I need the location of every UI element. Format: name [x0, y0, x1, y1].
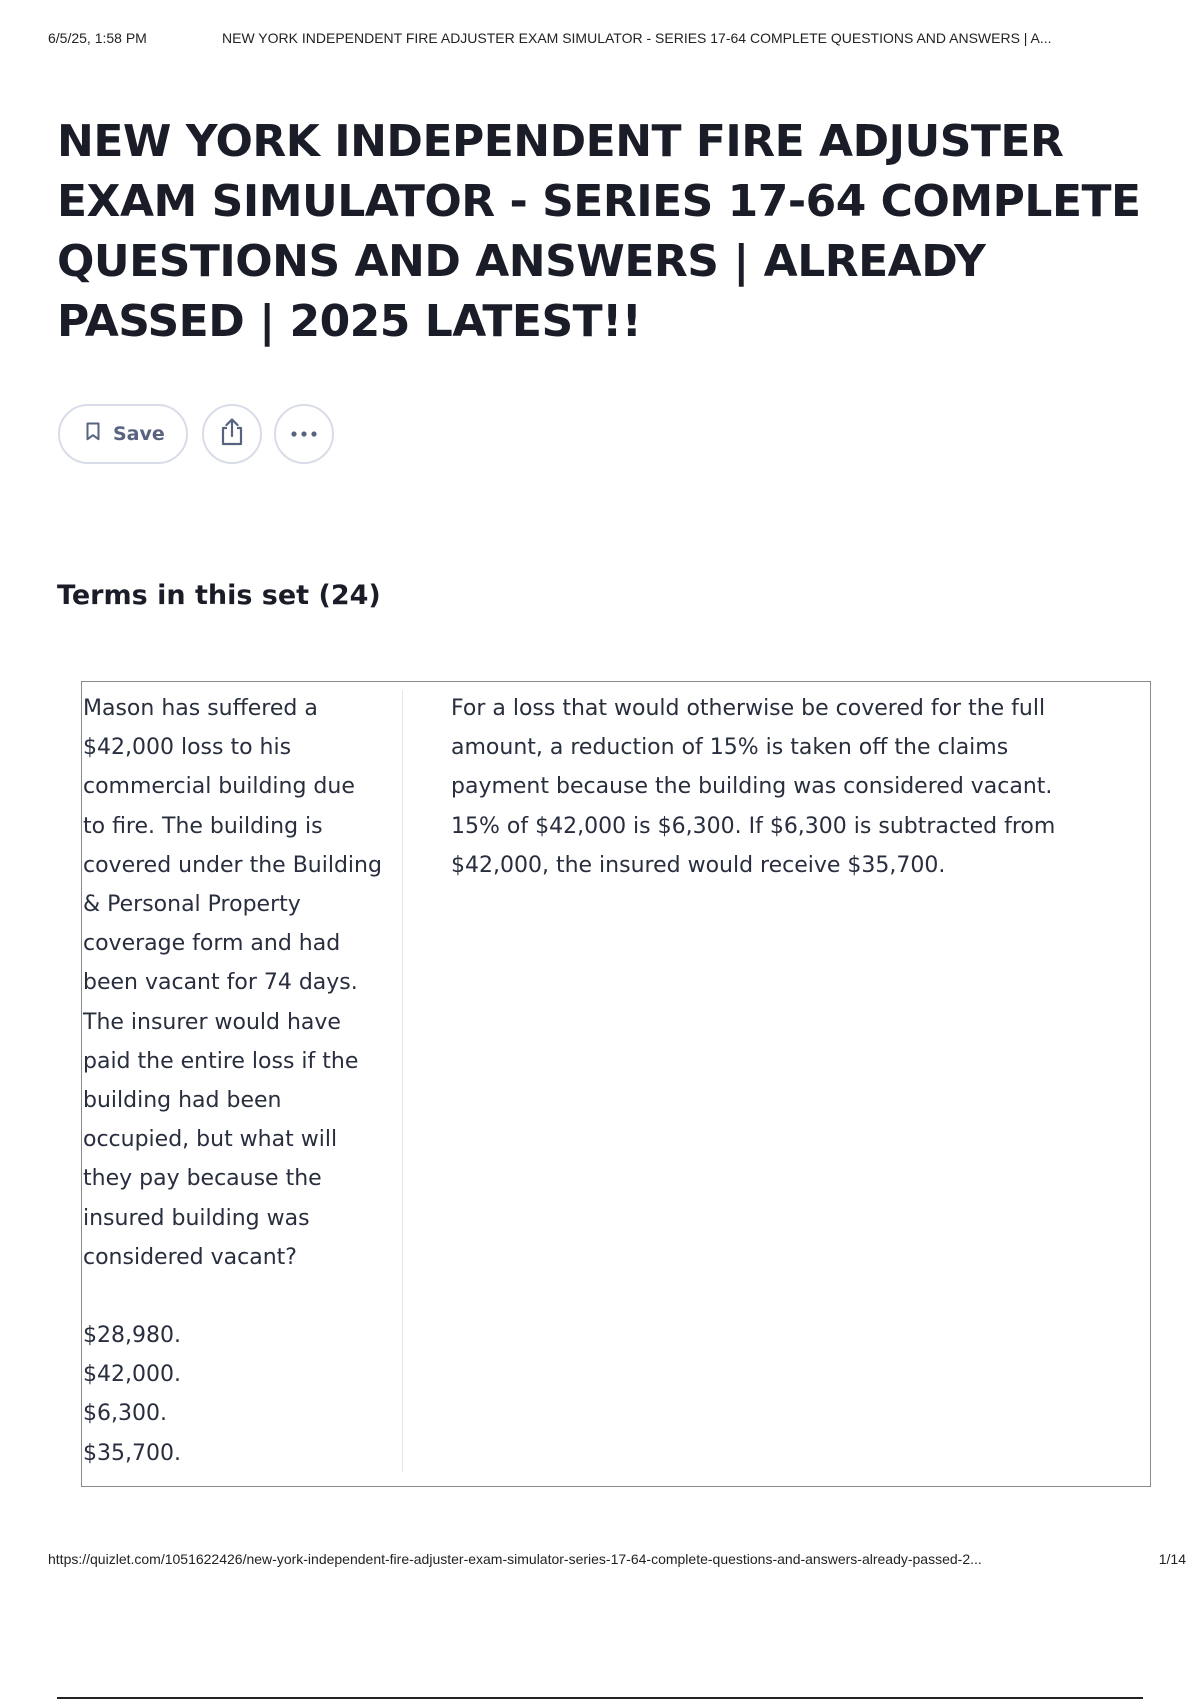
term-side: [83, 689, 383, 1473]
save-button[interactable]: [58, 404, 188, 464]
card-divider: [402, 690, 403, 1472]
answer-option: $35,700.: [83, 1440, 181, 1466]
print-date: 6/5/25, 1:58 PM: [48, 30, 147, 46]
answer-options: [83, 1316, 383, 1473]
page-bottom-rule: [57, 1697, 1143, 1699]
print-header: [48, 30, 1170, 50]
save-button-label: Save: [113, 423, 165, 445]
terms-heading: Terms in this set (24): [57, 580, 381, 611]
bookmark-icon: [86, 422, 100, 446]
term-question: Mason has suffered a $42,000 loss to his commercial building due to fire. The building is covered under the Building & Personal Property coverage form and had been vacant for 74 days. The insurer would have paid the entire loss if the building had been occupied, but what will they pay because the insured building was considered vacant?: [83, 696, 382, 1270]
share-icon: [219, 418, 245, 451]
definition-side: For a loss that would otherwise be covered for the full amount, a reduction of 15% is taken off the claims payment because the building was considered vacant. 15% of $42,000 is $6,300. If $6,300 is subtracted from $42,000, the insured would receive $35,700.: [451, 696, 1056, 878]
term-card[interactable]: [81, 681, 1151, 1487]
print-page-number: 1/14: [1158, 1551, 1186, 1567]
more-button[interactable]: [274, 404, 334, 464]
print-footer: [48, 1551, 1186, 1571]
page-title: NEW YORK INDEPENDENT FIRE ADJUSTER EXAM SIMULATOR - SERIES 17-64 COMPLETE QUESTIONS AND ANSWERS | ALREADY PASSED | 2025 LATEST!!: [57, 116, 1141, 347]
print-url: https://quizlet.com/1051622426/new-york-independent-fire-adjuster-exam-simulator-series-17-64-complete-questions-and-answers-already-passed-2...: [48, 1551, 982, 1567]
more-icon: [290, 425, 318, 443]
answer-option: $42,000.: [83, 1362, 181, 1388]
answer-option: $28,980.: [83, 1323, 181, 1349]
share-button[interactable]: [202, 404, 262, 464]
print-doc-title: NEW YORK INDEPENDENT FIRE ADJUSTER EXAM SIMULATOR - SERIES 17-64 COMPLETE QUESTIONS AND ANSWERS | A...: [222, 30, 1052, 46]
answer-option: $6,300.: [83, 1401, 167, 1427]
